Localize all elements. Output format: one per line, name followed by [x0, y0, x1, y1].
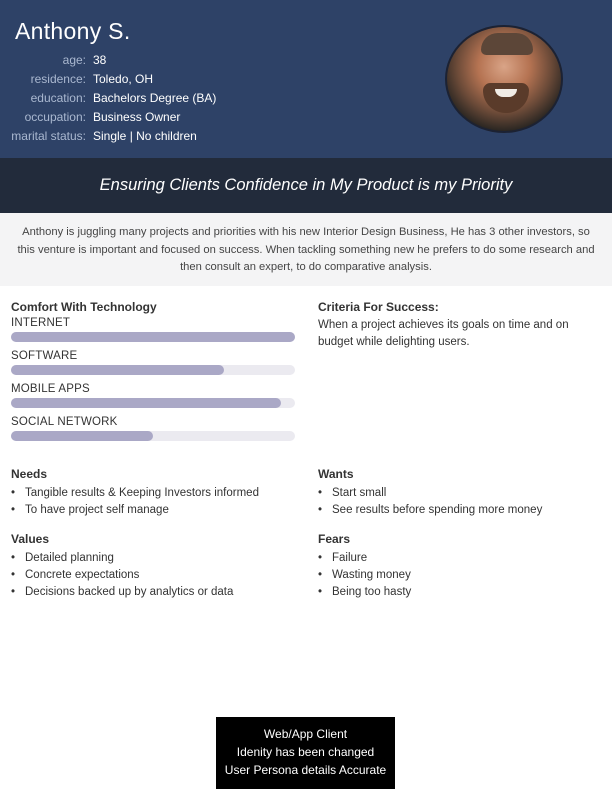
tagline: Ensuring Clients Confidence in My Product is my Priority: [99, 176, 513, 194]
fact-label: residence:: [30, 71, 86, 86]
bio-text: Anthony is juggling many projects and priorities with his new Interior Design Business, He has 3 other investors, so this venture is important and focused on success. When tackling something new he prefers to do some research and then consult an expert, to do comparative analysis.: [17, 226, 595, 273]
skill-bar-fill: [11, 398, 281, 408]
fact-value: Toledo, OH: [93, 71, 154, 86]
tagline-bar: [0, 158, 612, 213]
fact-marital-status: [0, 127, 216, 146]
note-line: Idenity has been changed: [236, 745, 375, 759]
bullet-icon: •: [11, 504, 16, 516]
list-item: [11, 550, 233, 567]
persona-facts: [0, 50, 216, 146]
list-item-text: Concrete expectations: [25, 569, 140, 581]
fears-section: [318, 532, 411, 601]
list-item: [318, 485, 542, 502]
fact-label: education:: [30, 90, 86, 105]
skill-bar: [11, 365, 295, 375]
skill-software: [11, 350, 295, 375]
fears-list: [318, 550, 411, 601]
fact-education: [0, 88, 216, 107]
bio-section: [0, 213, 612, 286]
bullet-icon: •: [11, 586, 16, 598]
needs-section: [11, 467, 259, 519]
note-line: Web/App Client: [263, 727, 348, 741]
needs-title: Needs: [11, 467, 48, 481]
bullet-icon: •: [318, 552, 323, 564]
bullet-icon: •: [11, 487, 16, 499]
skill-bar-fill: [11, 332, 295, 342]
list-item-text: Wasting money: [332, 569, 411, 581]
skill-bar-fill: [11, 431, 153, 441]
wants-list: [318, 485, 542, 519]
needs-list: [11, 485, 259, 519]
wants-title: Wants: [318, 467, 354, 481]
skill-bar: [11, 398, 295, 408]
skill-bar: [11, 431, 295, 441]
list-item-text: Decisions backed up by analytics or data: [25, 586, 234, 598]
criteria-section: [318, 300, 598, 351]
list-item: [318, 502, 542, 519]
fact-value: Bachelors Degree (BA): [93, 90, 217, 105]
list-item-text: Tangible results & Keeping Investors informed: [25, 487, 259, 499]
skill-label: MOBILE APPS: [11, 383, 90, 395]
list-item-text: Failure: [332, 552, 368, 564]
list-item-text: See results before spending more money: [332, 504, 543, 516]
criteria-text: When a project achieves its goals on time and on budget while delighting users.: [318, 319, 569, 348]
list-item: [11, 502, 259, 519]
list-item: [11, 584, 233, 601]
avatar-hair: [481, 33, 533, 55]
list-item: [11, 485, 259, 502]
technology-title: Comfort With Technology: [11, 300, 157, 314]
skill-mobile-apps: [11, 383, 295, 408]
fact-label: occupation:: [24, 110, 86, 125]
note-line: User Persona details Accurate: [224, 763, 387, 777]
profile-header: [0, 0, 612, 158]
skill-bar: [11, 332, 295, 342]
wants-section: [318, 467, 542, 519]
persona-name: Anthony S.: [15, 18, 131, 44]
fact-value: 38: [93, 52, 107, 67]
avatar-photo: [445, 25, 563, 133]
identity-note-box: [216, 717, 395, 789]
criteria-title: Criteria For Success:: [318, 300, 439, 314]
values-section: [11, 532, 233, 601]
list-item: [318, 567, 411, 584]
technology-section: [11, 300, 295, 441]
skill-bar-fill: [11, 365, 224, 375]
fact-label: age:: [62, 52, 86, 67]
list-item-text: To have project self manage: [25, 504, 169, 516]
fact-value: Single | No children: [93, 129, 197, 144]
values-title: Values: [11, 532, 50, 546]
fact-residence: [0, 69, 216, 88]
bullet-icon: •: [318, 487, 323, 499]
fact-age: [0, 50, 216, 69]
bullet-icon: •: [318, 586, 323, 598]
list-item-text: Detailed planning: [25, 552, 114, 564]
list-item: [318, 550, 411, 567]
fact-label: marital status:: [11, 129, 86, 144]
list-item: [11, 567, 233, 584]
skill-label: SOFTWARE: [11, 350, 78, 362]
avatar-beard: [483, 83, 529, 113]
skill-social-network: [11, 416, 295, 441]
list-item-text: Being too hasty: [332, 586, 412, 598]
values-list: [11, 550, 233, 601]
bullet-icon: •: [11, 552, 16, 564]
bullet-icon: •: [318, 504, 323, 516]
list-item: [318, 584, 411, 601]
skill-label: SOCIAL NETWORK: [11, 416, 118, 428]
bullet-icon: •: [11, 569, 16, 581]
fears-title: Fears: [318, 532, 351, 546]
list-item-text: Start small: [332, 487, 387, 499]
fact-value: Business Owner: [93, 110, 181, 125]
skill-label: INTERNET: [11, 317, 71, 329]
skill-internet: [11, 317, 295, 342]
fact-occupation: [0, 108, 216, 127]
bullet-icon: •: [318, 569, 323, 581]
